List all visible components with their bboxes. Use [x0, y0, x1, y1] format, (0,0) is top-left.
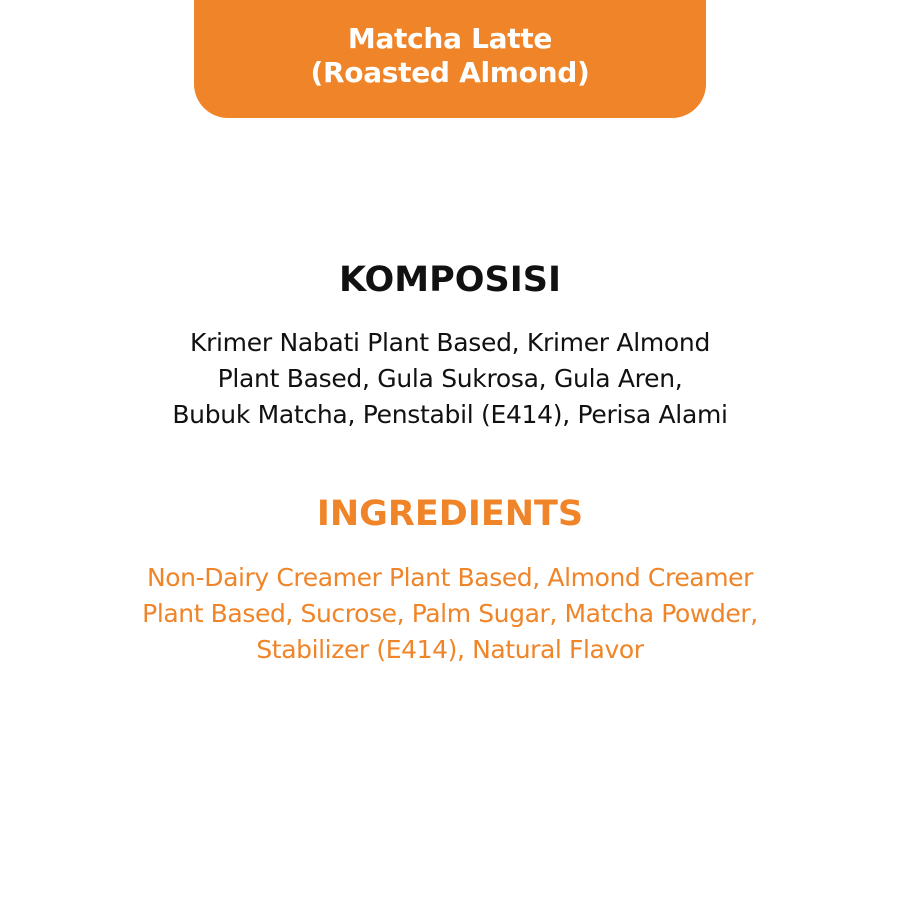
- ingredients-line-1: Non-Dairy Creamer Plant Based, Almond Creamer: [146, 563, 754, 592]
- komposisi-line-2: Plant Based, Gula Sukrosa, Gula Aren,: [217, 364, 683, 393]
- komposisi-text: [0, 325, 900, 433]
- ingredients-line-2: Plant Based, Sucrose, Palm Sugar, Matcha Powder,: [142, 599, 758, 628]
- komposisi-line-1: Krimer Nabati Plant Based, Krimer Almond: [189, 328, 711, 357]
- komposisi-heading: KOMPOSISI: [339, 260, 561, 300]
- ingredients-heading: INGREDIENTS: [316, 494, 584, 534]
- ingredients-line-3: Stabilizer (E414), Natural Flavor: [256, 635, 644, 664]
- komposisi-line-3: Bubuk Matcha, Penstabil (E414), Perisa Alami: [172, 400, 728, 429]
- product-title-line-2: (Roasted Almond): [310, 56, 590, 89]
- product-title-banner: [194, 0, 706, 118]
- product-title-line-1: Matcha Latte: [347, 22, 553, 55]
- ingredients-text: [0, 560, 900, 668]
